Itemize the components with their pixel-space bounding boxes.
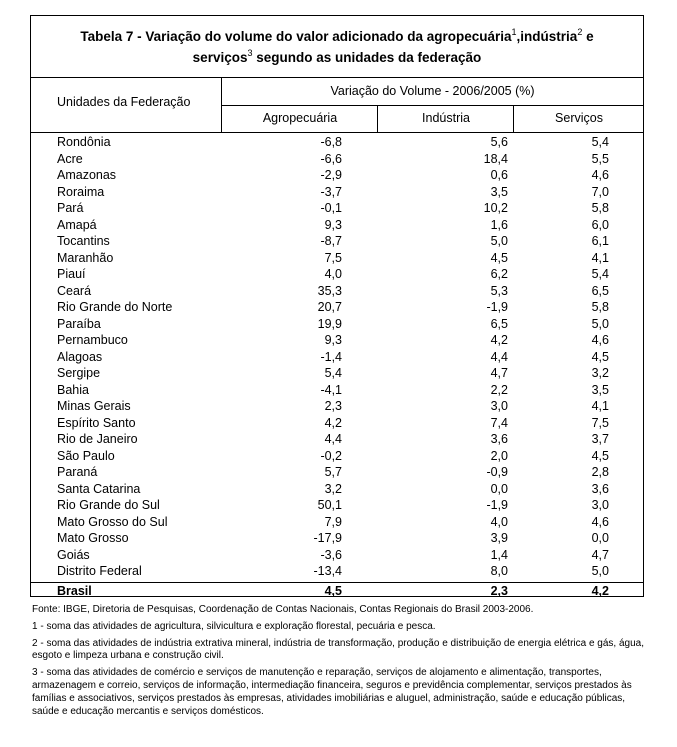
table-row: [31, 283, 643, 300]
cell-agropecuaria: 3,2: [324, 481, 342, 496]
table-row: [31, 134, 643, 151]
table-body: [31, 134, 643, 580]
cell-servicos: 5,0: [591, 564, 609, 578]
table-row: [31, 299, 643, 316]
cell-industria: 3,6: [490, 432, 508, 446]
notes: [32, 604, 644, 722]
footnote-ref-3: 3: [247, 48, 253, 58]
cell-servicos: 7,5: [591, 415, 609, 430]
header-group: Variação do Volume - 2006/2005 (%): [221, 78, 643, 106]
cell-servicos: 5,5: [591, 151, 609, 166]
row-name: Rio Grande do Sul: [57, 498, 160, 512]
row-name: Distrito Federal: [57, 564, 142, 578]
table-row: [31, 547, 643, 564]
cell-servicos: 4,6: [591, 168, 609, 182]
table-row: [31, 464, 643, 481]
header-industria: Indústria: [377, 105, 514, 132]
cell-agropecuaria: 9,3: [324, 333, 342, 347]
row-name: Amazonas: [57, 168, 117, 182]
cell-servicos: 4,6: [591, 514, 609, 529]
table-row: [31, 497, 643, 514]
cell-industria: 1,4: [490, 547, 508, 562]
table-row: [31, 332, 643, 349]
row-name: Ceará: [57, 283, 92, 298]
row-name: Maranhão: [57, 250, 114, 265]
row-name: São Paulo: [57, 448, 115, 463]
table-row: [31, 233, 643, 250]
row-name: Bahia: [57, 382, 89, 397]
cell-agropecuaria: 7,9: [324, 514, 342, 529]
note-2: 2 - soma das atividades de indústria extrativa mineral, indústria de transformação, produção e distribuição de energia elétrica e gás, água, esgoto e limpeza urbana e construção civil.: [32, 637, 645, 662]
cell-agropecuaria: -8,7: [320, 234, 342, 248]
table-row: [31, 563, 643, 580]
cell-servicos: 5,0: [591, 316, 609, 331]
cell-industria: 3,9: [490, 531, 508, 545]
cell-industria: 4,7: [490, 366, 508, 380]
cell-industria: 6,2: [490, 267, 508, 281]
row-name: Santa Catarina: [57, 481, 141, 496]
table-row: [31, 398, 643, 415]
row-name: Alagoas: [57, 349, 103, 364]
cell-agropecuaria: 5,4: [324, 366, 342, 380]
table-row: [31, 431, 643, 448]
cell-industria: 5,3: [490, 283, 508, 298]
row-name: Piauí: [57, 267, 86, 281]
cell-servicos: 5,4: [591, 267, 609, 281]
cell-industria: 18,4: [483, 151, 508, 166]
cell-agropecuaria: -3,6: [320, 547, 342, 562]
cell-agropecuaria: -0,2: [320, 448, 342, 463]
row-name: Roraima: [57, 184, 105, 199]
cell-industria: 10,2: [483, 201, 508, 215]
row-name: Rondônia: [57, 135, 111, 149]
cell-agropecuaria: 4,0: [324, 267, 342, 281]
table-row: [31, 349, 643, 366]
title-text-1c: e: [582, 29, 594, 44]
cell-agropecuaria: -6,8: [320, 135, 342, 149]
cell-servicos: 4,6: [591, 333, 609, 347]
cell-agropecuaria: -1,4: [320, 349, 342, 364]
row-name: Amapá: [57, 217, 97, 232]
table-row: [31, 481, 643, 498]
cell-servicos: 2,8: [591, 465, 609, 479]
cell-servicos: 4,5: [591, 349, 609, 364]
cell-servicos: 0,0: [591, 531, 609, 545]
header-unidades: Unidades da Federação: [57, 95, 191, 109]
cell-industria: 1,6: [490, 217, 508, 232]
total-servicos: 4,2: [591, 584, 609, 598]
cell-servicos: 4,7: [591, 547, 609, 562]
cell-industria: 3,5: [490, 184, 508, 199]
cell-agropecuaria: -13,4: [313, 564, 342, 578]
cell-industria: -0,9: [486, 465, 508, 479]
note-3: 3 - soma das atividades de comércio e serviços de manutenção e reparação, serviços de alojamento e alimentação, transportes, armazenagem e correio, serviços de informação, intermediação financeira, seguros e previdência complementar, serviços prestados às famílias e associativos, serviços prestados às empresas, atividades imobiliárias e aluguel, administração, saúde e educação públicas, saúde e educação mercantis e serviços domésticos.: [32, 667, 632, 717]
cell-agropecuaria: 2,3: [324, 399, 342, 413]
footnote-ref-1: 1: [511, 27, 517, 37]
cell-agropecuaria: -2,9: [320, 168, 342, 182]
table-row: [31, 200, 643, 217]
row-name: Sergipe: [57, 366, 101, 380]
cell-industria: 7,4: [490, 415, 508, 430]
cell-industria: 8,0: [490, 564, 508, 578]
row-name: Minas Gerais: [57, 399, 131, 413]
row-name: Tocantins: [57, 234, 110, 248]
cell-servicos: 3,5: [591, 382, 609, 397]
table-row: [31, 217, 643, 234]
cell-agropecuaria: -17,9: [313, 531, 342, 545]
cell-agropecuaria: 19,9: [317, 316, 342, 331]
cell-agropecuaria: 5,7: [324, 465, 342, 479]
cell-agropecuaria: -4,1: [320, 382, 342, 397]
cell-servicos: 6,1: [591, 234, 609, 248]
cell-servicos: 4,1: [591, 399, 609, 413]
cell-agropecuaria: 50,1: [317, 498, 342, 512]
cell-servicos: 3,6: [591, 481, 609, 496]
title-text-1b: ,indústria: [516, 29, 578, 44]
cell-industria: 3,0: [490, 399, 508, 413]
cell-industria: 4,0: [490, 514, 508, 529]
table-row: [31, 250, 643, 267]
row-name: Pernambuco: [57, 333, 128, 347]
cell-industria: 2,0: [490, 448, 508, 463]
table-row: [31, 514, 643, 531]
cell-industria: -1,9: [486, 300, 508, 314]
cell-agropecuaria: 9,3: [324, 217, 342, 232]
row-name: Paraíba: [57, 316, 101, 331]
table-row: [31, 382, 643, 399]
footnote-ref-2: 2: [577, 27, 583, 37]
note-fonte: Fonte: IBGE, Diretoria de Pesquisas, Coordenação de Contas Nacionais, Contas Regionais do Brasil 2003-2006.: [32, 604, 534, 615]
table-header: [31, 78, 643, 133]
title-text-1: Tabela 7 - Variação do volume do valor adicionado da agropecuária: [80, 29, 512, 44]
row-name: Pará: [57, 201, 84, 215]
row-name: Mato Grosso do Sul: [57, 514, 168, 529]
cell-agropecuaria: 4,2: [324, 415, 342, 430]
table-row: [31, 266, 643, 283]
cell-industria: 6,5: [490, 316, 508, 331]
cell-agropecuaria: 35,3: [317, 283, 342, 298]
table-row: [31, 151, 643, 168]
total-industria: 2,3: [490, 584, 508, 598]
table-row: [31, 530, 643, 547]
cell-servicos: 5,8: [591, 201, 609, 215]
cell-servicos: 5,8: [591, 300, 609, 314]
cell-servicos: 4,5: [591, 448, 609, 463]
total-agropecuaria: 4,5: [324, 584, 342, 598]
cell-industria: 0,6: [490, 168, 508, 182]
title-line-1: [31, 26, 643, 47]
cell-agropecuaria: -6,6: [320, 151, 342, 166]
cell-servicos: 4,1: [591, 250, 609, 265]
cell-servicos: 6,0: [591, 217, 609, 232]
cell-industria: 4,2: [490, 333, 508, 347]
table-row: [31, 316, 643, 333]
cell-agropecuaria: 7,5: [324, 250, 342, 265]
cell-servicos: 7,0: [591, 184, 609, 199]
cell-agropecuaria: -0,1: [320, 201, 342, 215]
note-1: 1 - soma das atividades de agricultura, silvicultura e exploração florestal, pecuária e pesca.: [32, 620, 436, 632]
row-name: Goiás: [57, 547, 90, 562]
cell-industria: 2,2: [490, 382, 508, 397]
title-text-2a: serviços: [192, 50, 248, 65]
table-title: [31, 16, 643, 78]
cell-industria: 4,4: [490, 349, 508, 364]
table-frame: [30, 15, 644, 597]
cell-agropecuaria: 4,4: [324, 432, 342, 446]
total-name: Brasil: [57, 584, 92, 598]
title-line-2: [31, 47, 643, 68]
header-agropecuaria: Agropecuária: [221, 105, 378, 132]
total-row: [31, 582, 643, 599]
row-name: Acre: [57, 151, 83, 166]
cell-servicos: 3,0: [591, 498, 609, 512]
cell-servicos: 3,7: [591, 432, 609, 446]
title-text-2b: segundo as unidades da federação: [252, 50, 482, 65]
table-row: [31, 167, 643, 184]
table-row: [31, 448, 643, 465]
table-row: [31, 415, 643, 432]
row-name: Mato Grosso: [57, 531, 129, 545]
cell-industria: 4,5: [490, 250, 508, 265]
cell-industria: 0,0: [490, 481, 508, 496]
cell-servicos: 3,2: [591, 366, 609, 380]
cell-servicos: 5,4: [591, 135, 609, 149]
table-row: [31, 184, 643, 201]
row-name: Rio Grande do Norte: [57, 300, 173, 314]
cell-industria: -1,9: [486, 498, 508, 512]
table-row: [31, 365, 643, 382]
cell-servicos: 6,5: [591, 283, 609, 298]
cell-agropecuaria: -3,7: [320, 184, 342, 199]
cell-industria: 5,6: [490, 135, 508, 149]
row-name: Paraná: [57, 465, 98, 479]
cell-agropecuaria: 20,7: [317, 300, 342, 314]
row-name: Rio de Janeiro: [57, 432, 138, 446]
row-name: Espírito Santo: [57, 415, 136, 430]
header-servicos: Serviços: [513, 105, 644, 132]
cell-industria: 5,0: [490, 234, 508, 248]
